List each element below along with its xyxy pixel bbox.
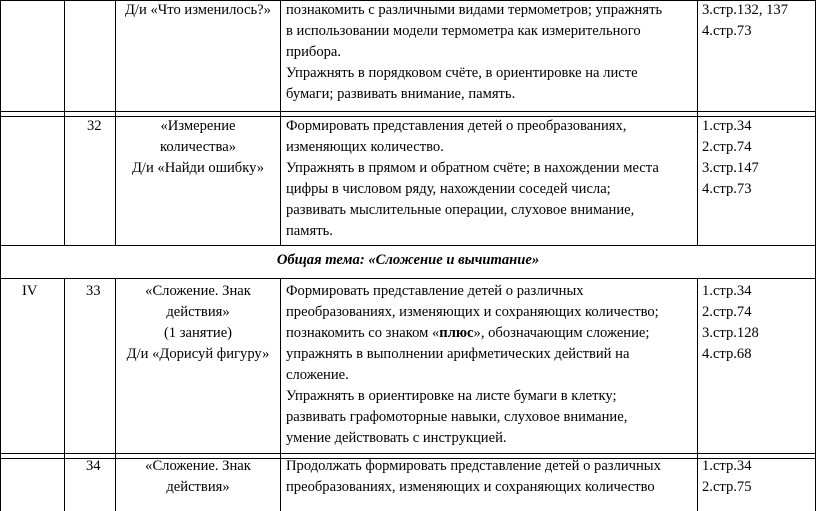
lesson-content: познакомить с различными видами термометров; упражнять в использовании модели термометра как измерительного прибора. Упражнять в порядковом счёте, в ориентировке на листе бумаги; развивать внимание, память. [286,2,663,102]
content-line-with-bold: познакомить со знаком «плюс», обозначающим сложение; [286,325,650,341]
row-divider [0,453,816,454]
lesson-number: 34 [86,458,101,474]
lesson-refs: 1.стр.34 2.стр.75 [702,458,752,495]
row-divider [0,278,816,279]
column-divider [64,278,65,511]
lesson-content: Продолжать формировать представление детей о различных преобразованиях, изменяющих и сохраняющих количество [286,458,661,495]
lesson-content: Формировать представления детей о преобразованиях, изменяющих количество. Упражнять в прямом и обратном счёте; в нахождении места цифры в числовом ряду, нахождении соседей числа; развивать мыслительные операции, слуховое внимание, память. [286,118,659,239]
column-divider [697,278,698,511]
column-divider [280,0,281,245]
column-divider [697,0,698,245]
section-number: IV [22,283,38,299]
lesson-content: Формировать представление детей о различных преобразованиях, изменяющих и сохраняющих количество; познакомить со знаком «плюс», обозначающим сложение; упражнять в выполнении арифметических действий на сложение. Упражнять в ориентировке на листе бумаги в клетку; развивать графомоторные навыки, слуховое внимание, умение действовать с инструкцией. [286,283,659,446]
bold-word: плюс [439,325,474,341]
lesson-title: «Измерение количества» Д/и «Найди ошибку» [131,118,265,176]
lesson-title: «Сложение. Знак действия» [145,458,251,495]
row-divider [0,245,816,246]
lesson-title: «Сложение. Знак действия» (1 занятие) Д/и «Дорисуй фигуру» [126,283,270,362]
column-divider [0,278,1,511]
column-divider [0,0,1,245]
row-divider [0,111,816,112]
lesson-title: Д/и «Что изменилось?» [125,2,271,18]
lesson-refs: 3.стр.132, 137 4.стр.73 [702,2,789,39]
lesson-number: 33 [86,283,101,299]
column-divider [64,0,65,245]
lesson-refs: 1.стр.34 2.стр.74 3.стр.128 4.стр.68 [702,283,759,362]
topic-heading: Общая тема: «Сложение и вычитание» [276,252,540,268]
lesson-number: 32 [87,118,102,134]
lesson-refs: 1.стр.34 2.стр.74 3.стр.147 4.стр.73 [702,118,759,197]
column-divider [280,278,281,511]
